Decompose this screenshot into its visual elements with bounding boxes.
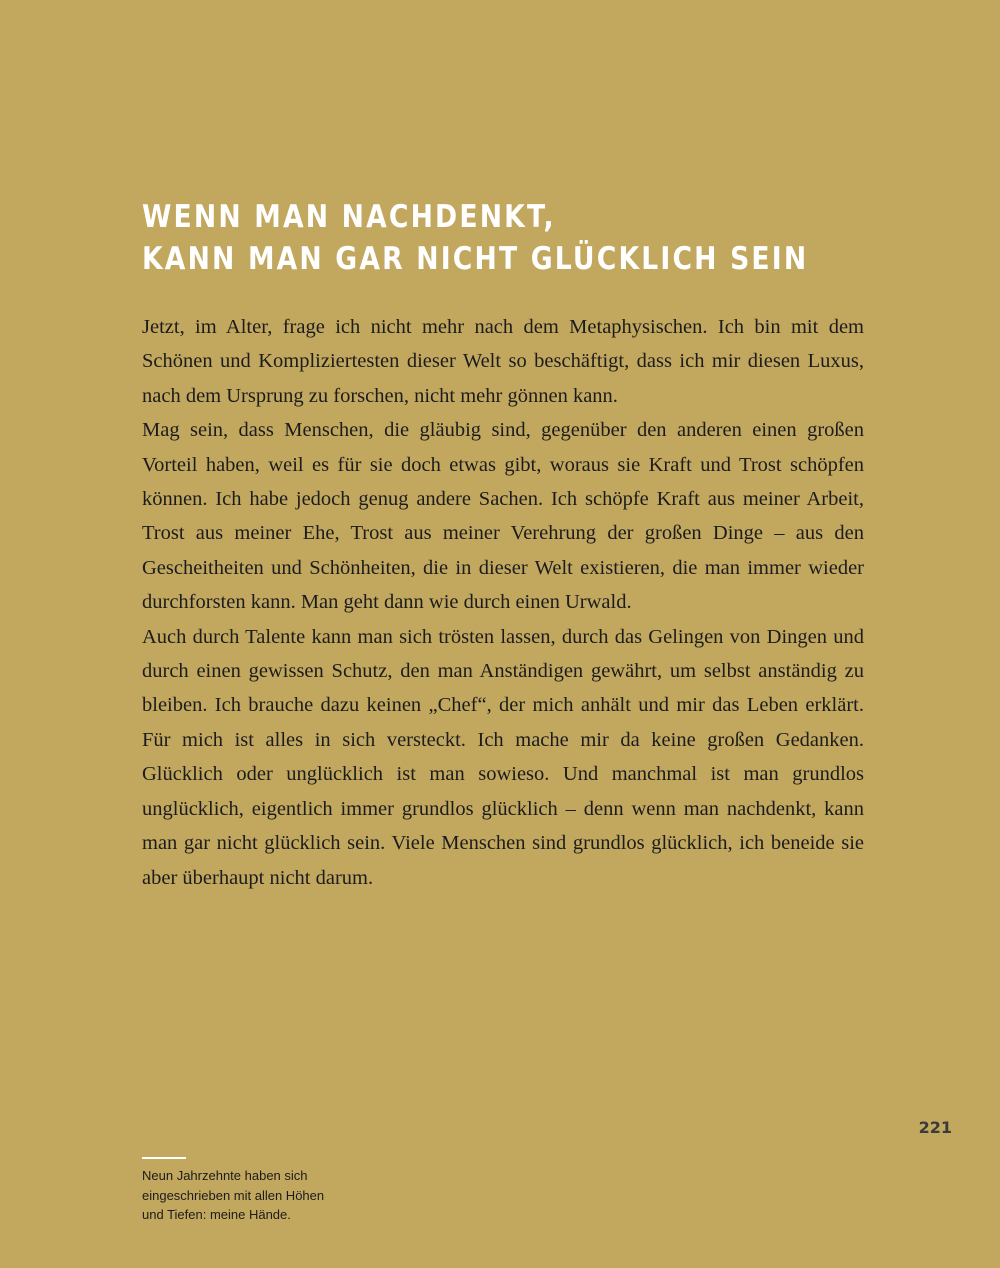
page-title-line-1: WENN MAN NACHDENKT, [142,199,556,235]
page-title-line-2: KANN MAN GAR NICHT GLÜCKLICH SEIN [142,241,809,277]
paragraph-1: Jetzt, im Alter, frage ich nicht mehr nach dem Metaphysischen. Ich bin mit dem Schönen und Kompliziertesten dieser Welt so beschäftigt, dass ich mir diesen Luxus, nach dem Ursprung zu forschen, nicht mehr gönnen kann. [142,316,864,407]
caption-line-1: Neun Jahrzehnte haben sich [142,1168,308,1183]
page-title [142,196,809,280]
body-text [142,310,864,895]
paragraph-2: Mag sein, dass Menschen, die gläubig sind, gegenüber den anderen einen großen Vorteil haben, weil es für sie doch etwas gibt, woraus sie Kraft und Trost schöpfen können. Ich habe jedoch genug andere Sachen. Ich schöpfe Kraft aus meiner Arbeit, Trost aus meiner Ehe, Trost aus meiner Verehrung der großen Dinge – aus den Gescheitheiten und Schönheiten, die in dieser Welt existieren, die man immer wieder durchforsten kann. Man geht dann wie durch einen Urwald. [142,419,864,614]
image-caption [142,1166,402,1225]
caption-line-2: eingeschrieben mit allen Höhen [142,1187,325,1203]
caption-line-3: und Tiefen: meine Hände. [142,1207,291,1222]
page-number: 221 [918,1118,952,1137]
paragraph-3: Auch durch Talente kann man sich trösten lassen, durch das Gelingen von Dingen und durch einen gewissen Schutz, den man Anständigen gewährt, um selbst anständig zu bleiben. Ich brauche dazu keinen „Chef“, der mich anhält und mir das Leben erklärt. Für mich ist alles in sich versteckt. Ich mache mir da keine großen Gedanken. Glücklich oder unglücklich ist man sowieso. Und manchmal ist man grundlos unglücklich, eigentlich immer grundlos glücklich – denn wenn man nachdenkt, kann man gar nicht glücklich sein. Viele Menschen sind grundlos glücklich, ich beneide sie aber überhaupt nicht darum. [142,625,864,889]
caption-divider [142,1157,186,1159]
